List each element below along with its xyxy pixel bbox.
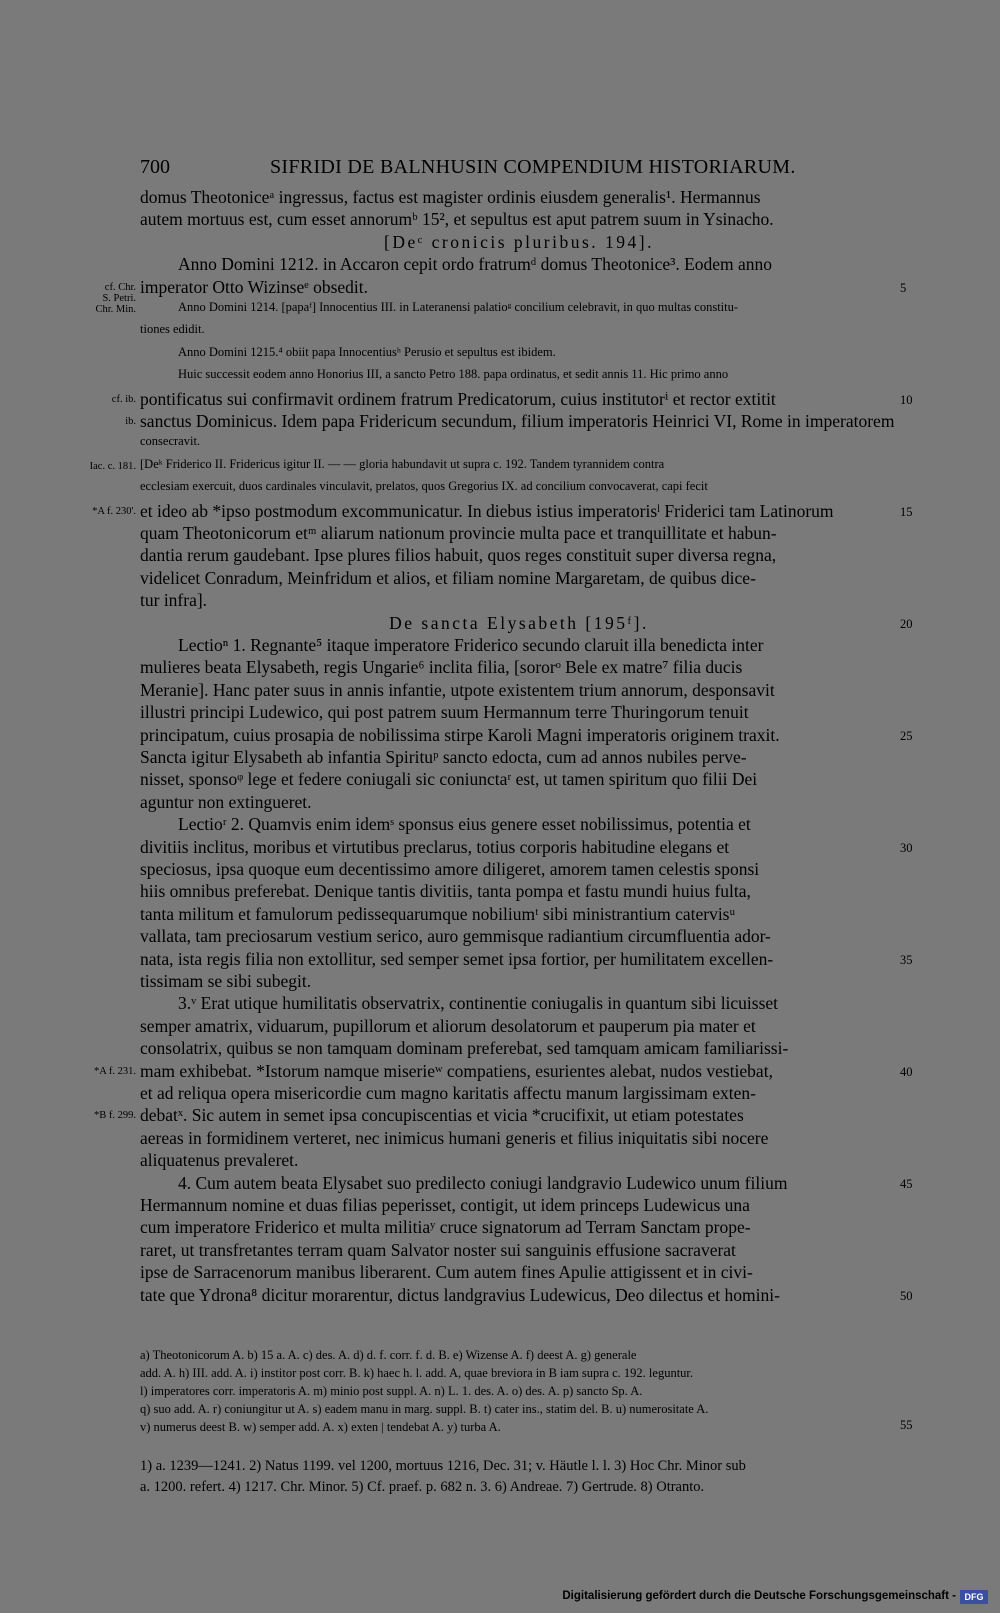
text-line: mam exhibebat. *Istorum namque miserieʷ compatiens, esurientes alebat, nudos vestiebat, <box>140 1060 773 1081</box>
text-line: tate que Ydrona⁸ dicitur morarentur, dictus landgravius Ludewicus, Deo dilectus et homini- <box>140 1284 780 1305</box>
text-line: 3.ᵛ Erat utique humilitatis observatrix, continentie coniugalis in quantum sibi licuisset <box>178 993 779 1014</box>
line-number-55: 55 <box>900 1418 913 1432</box>
text-line: [Deᵏ Friderico II. Fridericus igitur II. — — gloria habundavit ut supra c. 192. Tandem tyrannidem contra <box>140 456 665 471</box>
text-line: raret, ut transfretantes terram quam Salvator noster sui sanguinis effusione sacraverat <box>140 1239 736 1260</box>
text-line: pontificatus sui confirmavit ordinem fratrum Predicatorum, cuius institutorⁱ et rector extitit <box>140 388 776 409</box>
text-line: mulieres beata Elysabeth, regis Ungarie⁶ inclita filia, [sororᵒ Bele ex matre⁷ filia ducis <box>140 657 743 678</box>
text-line: Lectioʳ 2. Quamvis enim idemˢ sponsus eius genere esset nobilissimus, potentia et <box>178 814 751 835</box>
margin-note: *A f. 231. <box>94 1065 136 1077</box>
text-line: Meranie]. Hanc pater suus in annis infantie, utpote existentem trium annorum, desponsavit <box>140 679 775 700</box>
text-line: aliquatenus prevaleret. <box>140 1150 299 1171</box>
text-line: semper amatrix, viduarum, pupillorum et aliorum desolatorum et pauperum pia mater et <box>140 1015 756 1036</box>
margin-note: Chr. Min. <box>95 304 136 315</box>
text-line: quam Theotonicorum etᵐ aliarum nationum provincie multa pace et tranquillitate et habun- <box>140 523 777 543</box>
line-number: 50 <box>900 1288 913 1303</box>
text-line: et ideo ab *ipso postmodum excommunicatur. In diebus istius imperatorisˡ Friderici tam Latinorum <box>140 500 834 521</box>
text-line: et ad reliqua opera misericordie cum magno karitatis affectu manum largissimam exten- <box>140 1083 757 1103</box>
variant-note-line: q) suo add. A. r) coniungitur ut A. s) eadem manu in marg. suppl. B. t) cater ins., statim del. B. u) numerositate A. <box>140 1402 709 1416</box>
line-number: 15 <box>900 504 913 519</box>
line-number: 20 <box>900 616 913 631</box>
text-line: Hermannum nomine et duas filias peperisset, contigit, ut idem princeps Ludewicus una <box>140 1195 750 1215</box>
margin-note: *B f. 299. <box>94 1110 136 1122</box>
source-note-line: a. 1200. refert. 4) 1217. Chr. Minor. 5) Cf. praef. p. 682 n. 3. 6) Andreae. 7) Gertrude. 8) Otranto. <box>140 1479 705 1495</box>
margin-note: Iac. c. 181. <box>89 460 136 472</box>
text-line: Huic successit eodem anno Honorius III, a sancto Petro 188. papa ordinatus, et sedit annis 11. Hic primo anno <box>178 367 729 382</box>
text-line: aereas in formidinem verteret, nec inimicus humani generis et filius iniquitatis sibi nocere <box>140 1127 769 1148</box>
digitization-credit: Digitalisierung gefördert durch die Deutsche Forschungsgemeinschaft - <box>562 1590 956 1602</box>
text-line: principatum, cuius prosapia de nobilissima stirpe Karoli Magni imperatoris originem traxit. <box>140 724 780 745</box>
margin-note: ib. <box>125 416 136 427</box>
text-line: Anno Domini 1215.⁴ obiit papa Innocentiusʰ Perusio et sepultus est ibidem. <box>178 344 556 359</box>
text-line: divitiis inclitus, moribus et virtutibus preclarus, totius corporis habitudine elegans et <box>140 836 730 857</box>
line-number: 35 <box>900 952 913 967</box>
text-line: sanctus Dominicus. Idem papa Fridericum secundum, filium imperatoris Heinrici VI, Rome in imperatorem <box>140 411 895 431</box>
dfg-logo: DFG <box>960 1590 988 1604</box>
text-line: cum imperatore Friderico et multa militiaʸ cruce signatorum ad Terram Sanctam prope- <box>140 1217 751 1238</box>
line-number: 10 <box>900 392 913 407</box>
text-line: ecclesiam exercuit, duos cardinales vinculavit, prelatos, quos Gregorius IX. ad concilium convocaverat, capi fecit <box>140 479 708 494</box>
text-line: De sancta Elysabeth [195ᶠ]. <box>389 612 649 633</box>
text-line: dantia rerum gaudebant. Ipse plures filios habuit, quos reges constituit super diversa regna, <box>140 545 777 566</box>
variant-note-line: v) numerus deest B. w) semper add. A. x) exten | tendebat A. y) turba A. <box>140 1420 501 1434</box>
text-line: Lectioⁿ 1. Regnante⁵ itaque imperatore Friderico secundo claruit illa benedicta inter <box>178 635 764 655</box>
variant-note-line: l) imperatores corr. imperatoris A. m) minio post suppl. A. n) L. 1. des. A. o) des. A. p) sancto Sp. A. <box>140 1384 643 1398</box>
text-line: tur infra]. <box>140 590 208 611</box>
page-number: 700 <box>140 156 170 178</box>
text-line: speciosus, ipsa quoque eum decentissimo amore diligeret, amorem tamen celestis sponsi <box>140 859 760 879</box>
text-line: tissimam se sibi subegit. <box>140 971 312 991</box>
text-line: Sancta igitur Elysabeth ab infantia Spirituᵖ sancto edocta, cum ad annos nubiles perve- <box>140 747 747 767</box>
text-line: Anno Domini 1214. [papaᶠ] Innocentius III. in Lateranensi palatioᵍ concilium celebravit, in quo multas constitu- <box>178 300 739 314</box>
line-number: 40 <box>900 1064 913 1079</box>
text-line: hiis omnibus preferebat. Denique tantis divitiis, tanta pompa et fastu mundi huius fulta, <box>140 881 751 902</box>
page-header <box>140 156 900 184</box>
text-line: illustri principi Ludewico, qui post patrem suum Hermannum terre Thuringorum tenuit <box>140 702 749 723</box>
line-number: 5 <box>900 280 907 295</box>
variant-note-line: a) Theotonicorum A. b) 15 a. A. c) des. A. d) d. f. corr. f. d. B. e) Wizense A. f) deest A. g) generale <box>140 1348 637 1362</box>
line-number: 30 <box>900 840 913 855</box>
margin-note: cf. Chr. S. Petri. <box>102 281 136 304</box>
text-line: debatˣ. Sic autem in semet ipsa concupiscentias et vicia *crucifixit, ut etiam potestates <box>140 1105 744 1126</box>
text-line: imperator Otto Wizinseᵉ obsedit. <box>140 276 368 297</box>
text-line: autem mortuus est, cum esset annorumᵇ 15², et sepultus est aput patrem suum in Ysinacho. <box>140 209 774 230</box>
text-line: tanta militum et famulorum pedissequarumque nobiliumᵗ sibi ministrantium catervisᵘ <box>140 903 736 924</box>
text-line: tiones edidit. <box>140 322 205 337</box>
margin-note: cf. ib. <box>111 393 136 405</box>
text-line: domus Theotoniceᵃ ingressus, factus est magister ordinis eiusdem generalis¹. Hermannus <box>140 187 761 207</box>
text-line: 4. Cum autem beata Elysabet suo predilecto coniugi landgravio Ludewico unum filium <box>178 1172 788 1193</box>
text-line: consecravit. <box>140 434 201 449</box>
text-line: videlicet Conradum, Meinfridum et alios, et filiam nomine Margaretam, de quibus dice- <box>140 567 756 588</box>
source-note-line: 1) a. 1239—1241. 2) Natus 1199. vel 1200, mortuus 1216, Dec. 31; v. Häutle l. l. 3) Hoc Chr. Minor sub <box>140 1458 746 1474</box>
text-line: vallata, tam preciosarum vestium serico, auro gemmisque radiantium circumfluentia ador- <box>140 926 771 947</box>
line-number: 25 <box>900 728 913 743</box>
text-line: nata, ista regis filia non extollitur, sed semper semet ipsa fortior, per humilitatem excellen- <box>140 948 774 969</box>
text-line: Anno Domini 1212. in Accaron cepit ordo fratrumᵈ domus Theotonice³. Eodem anno <box>178 254 773 275</box>
text-line: nisset, sponsoᵠ lege et federe coniugali sic coniunctaʳ est, ut tamen spiritum quo filii Dei <box>140 769 758 790</box>
text-line: consolatrix, quibus se non tamquam dominam preferebat, sed tamquam amicam familiarissi- <box>140 1038 789 1059</box>
running-title: SIFRIDI DE BALNHUSIN COMPENDIUM HISTORIARUM. <box>270 156 796 178</box>
line-number: 45 <box>900 1176 913 1191</box>
text-line: [Deᶜ cronicis pluribus. 194]. <box>384 231 654 252</box>
margin-note: *A f. 230'. <box>92 505 136 517</box>
text-line: ipse de Sarracenorum manibus liberarent. Cum autem fines Apulie attigissent et in civi- <box>140 1262 753 1283</box>
variant-note-line: add. A. h) III. add. A. i) institor post corr. B. k) haec h. l. add. A, quae breviora in B iam supra c. 192. leguntur. <box>140 1366 694 1380</box>
text-line: aguntur non extingueret. <box>140 791 312 812</box>
